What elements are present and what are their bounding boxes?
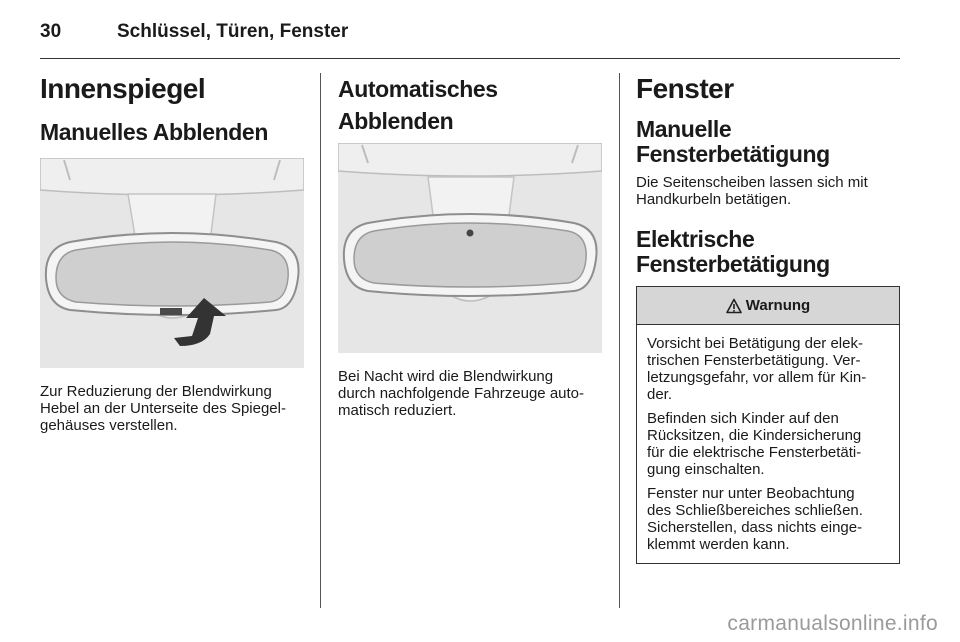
warning-paragraph [647,410,889,478]
text-line: klemmt werden kann. [647,536,790,553]
text-line: Zur Reduzierung der Blendwirkung [40,383,272,400]
column-divider [320,73,321,608]
text-line: des Schließbereiches schließen. [647,502,863,519]
warning-header [637,287,899,325]
heading-line: Fensterbetätigung [636,141,830,167]
text-line: Rücksitzen, die Kindersicherung [647,427,862,444]
warning-paragraph [647,335,889,403]
subsection-title [636,227,900,277]
header-rule [40,58,900,59]
warning-triangle-icon [726,298,742,314]
column-divider [619,73,620,608]
auto-dimming-mirror-figure [338,143,602,353]
section-title: Automatisches Abblenden [338,76,498,134]
column-fenster [636,73,900,564]
warning-box [636,286,900,564]
heading-line: Manuelle [636,116,732,142]
running-title: Schlüssel, Türen, Fenster [117,21,349,42]
text-line: Die Seitenscheiben lassen sich mit [636,174,868,191]
text-line: durch nachfolgende Fahrzeuge auto- [338,385,585,402]
text-line: trischen Fensterbetätigung. Ver- [647,352,861,369]
heading-line: Elektrische [636,226,755,252]
paragraph [338,368,602,419]
warning-paragraph [647,485,889,553]
heading-line: Fensterbetätigung [636,251,830,277]
column-innenspiegel [40,73,304,434]
auto-dimming-mirror-icon [338,143,602,353]
text-line: für die elektrische Fensterbetäti- [647,444,862,461]
text-line: Fenster nur unter Beobachtung [647,485,855,502]
warning-body [637,325,899,563]
text-line: Befinden sich Kinder auf den [647,410,839,427]
warning-title: Warnung [745,297,811,314]
subsection-title: Manuelles Abblenden [40,119,268,145]
paragraph [636,174,900,208]
text-line: Hebel an der Unterseite des Spiegel- [40,400,286,417]
page-header [40,18,900,58]
subsection-title [636,117,900,167]
text-line: Sicherstellen, dass nichts einge- [647,519,863,536]
text-line: gung einschalten. [647,461,765,478]
text-line: Bei Nacht wird die Blendwirkung [338,368,554,385]
column-automatisches-abblenden [338,73,602,419]
manual-dimming-mirror-figure [40,158,304,368]
section-title: Innenspiegel [40,73,206,104]
watermark: carmanualsonline.info [727,612,938,635]
paragraph [40,383,304,434]
section-title: Fenster [636,73,734,104]
text-line: Vorsicht bei Betätigung der elek- [647,335,863,352]
text-line: matisch reduziert. [338,402,457,419]
text-line: Handkurbeln betätigen. [636,191,792,208]
text-line: letzungsgefahr, vor allem für Kin- [647,369,867,386]
rear-view-mirror-icon [40,158,304,368]
text-line: der. [647,386,673,403]
page-number: 30 [40,21,62,42]
text-line: gehäuses verstellen. [40,417,178,434]
